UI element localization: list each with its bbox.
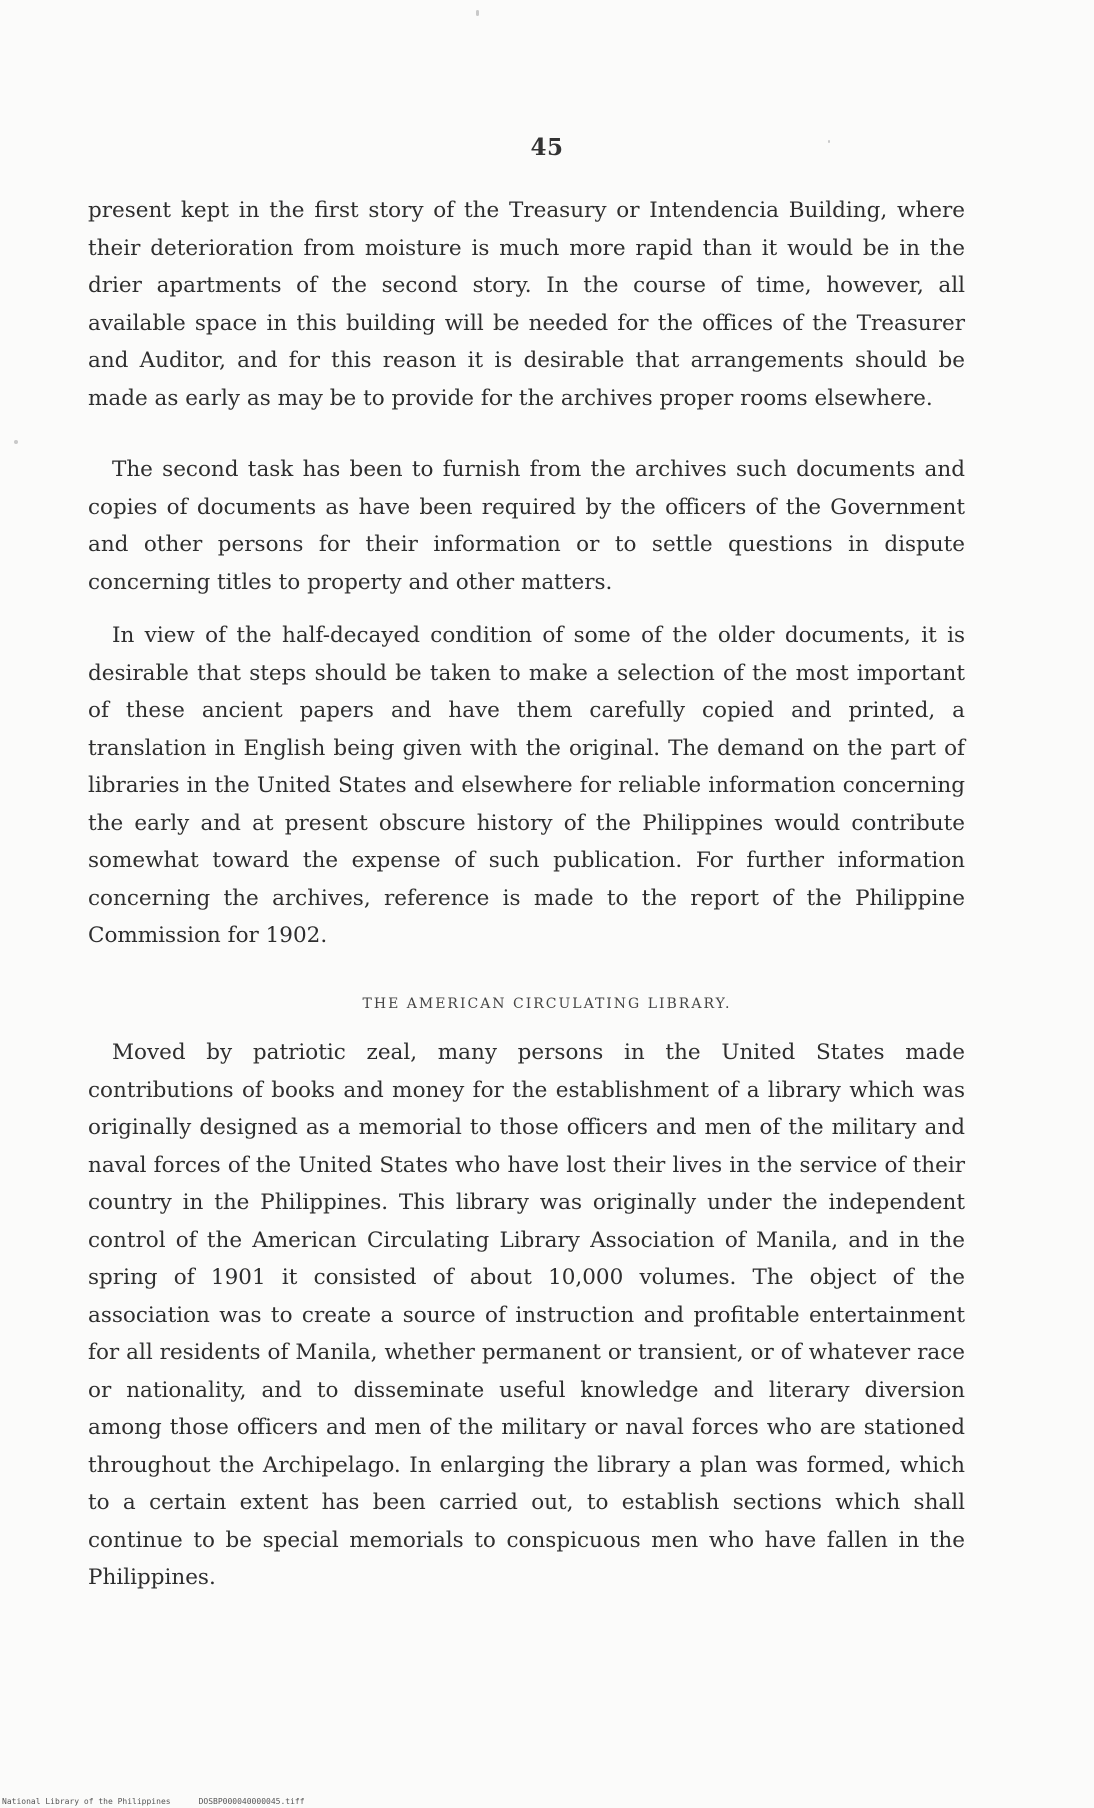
paragraph-1: present kept in the first story of the Treasury or Intendencia Building, where their deterioration from moisture is much more rapid than it would be in the drier apartments of the second story. In the course of time, however, all available space in this building will be needed for the offices of the Treasurer and Auditor, and for this reason it is desirable that arrangements should be made as early as may be to provide for the archives proper rooms elsewhere. [88,198,965,411]
paragraph-3 [88,617,965,955]
paper-speck [14,440,18,444]
scan-footer [2,1797,333,1806]
paragraph-4 [88,1034,965,1597]
paragraph-2-text: The second task has been to furnish from the archives such documents and copies of documents as have been required by the officers of the Government and other persons for their information or to settle questions in dispute concerning titles to property and other matters. [88,457,965,595]
paper-speck [476,10,479,16]
section-heading: THE AMERICAN CIRCULATING LIBRARY. [362,996,732,1012]
paragraph-4-text: Moved by patriotic zeal, many persons in the United States made contributions of books and money for the establishment of a library which was originally designed as a memorial to those officers and men of the military and naval forces of the United States who have lost their lives in the service of their country in the Philippines. This library was originally under the independent control of the American Circulating Library Association of Manila, and in the spring of 1901 it consisted of about 10,000 volumes. The object of the association was to create a source of instruction and profitable entertainment for all residents of Manila, whether permanent or transient, or of whatever race or nationality, and to disseminate useful knowledge and literary diversion among those officers and men of the military or naval forces who are stationed throughout the Archipelago. In enlarging the library a plan was formed, which to a certain extent has been carried out, to establish sections which shall continue to be special memorials to conspicuous men who have fallen in the Philippines. [88,1040,965,1590]
page-number: 45 [530,134,564,161]
footer-source: National Library of the Philippines [2,1797,171,1806]
paragraph-2 [88,451,965,601]
footer-file: DOSBP000040000045.tiff [198,1797,305,1806]
paragraph-3-text: In view of the half-decayed condition of some of the older documents, it is desirable that steps should be taken to make a selection of the most important of these ancient papers and have them carefully copied and printed, a translation in English being given with the original. The demand on the part of libraries in the United States and elsewhere for reliable information concerning the early and at present obscure history of the Philippines would contribute somewhat toward the expense of such publication. For further information concerning the archives, reference is made to the report of the Philippine Commission for 1902. [88,623,965,948]
